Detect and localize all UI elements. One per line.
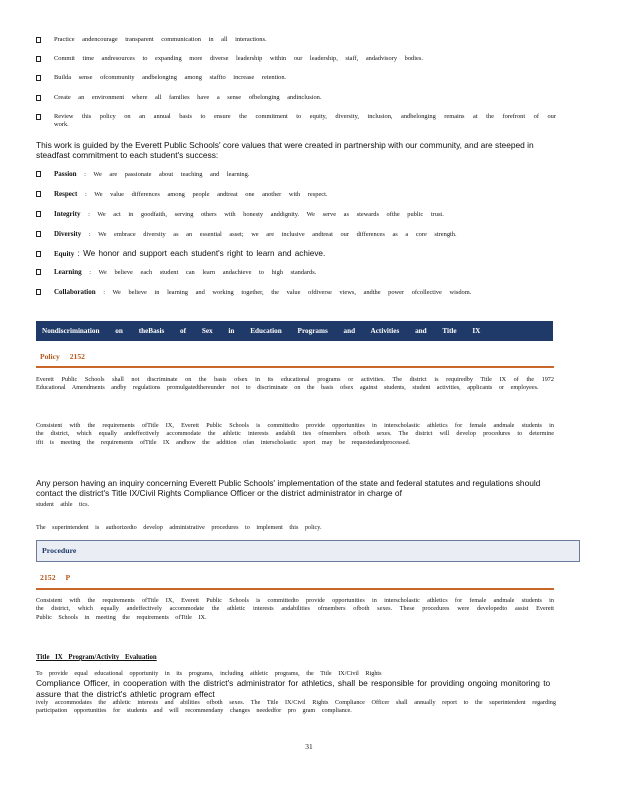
bullet-box-icon <box>36 56 41 62</box>
value-equity: Equity : We honor and support each student's right to learn and achieve. <box>36 250 556 258</box>
bullet-box-icon <box>36 37 41 43</box>
policy-label: Policy 2152 <box>40 352 85 361</box>
value-collaboration: Collaboration : We believe in learning and working together, the value ofdiverse views, andthe power ofcollective wisdom. <box>36 288 556 297</box>
bullet-box-icon <box>36 75 41 81</box>
bullet-box-icon <box>36 191 41 197</box>
list-item: Commit time andresources to expanding more diverse leadership within our leadership, staff, andadvisory bodies. <box>36 55 556 63</box>
value-integrity: Integrity : We act in goodfaith, serving others with honesty anddignity. We serve as stewards ofthe public trust. <box>36 210 556 219</box>
procedure-heading-bar: Procedure <box>36 540 580 562</box>
bullet-box-icon <box>36 251 41 257</box>
policy-paragraph-2: Consistent with the requirements ofTitle IX, Everett Public Schools is committedto provide opportunities in interscholastic athletics for female andmale students in the district, which equally andeffectively accommodate the athletic interests andabili ties ofmembers ofboth sexes. The district will develop procedures to determine ifit is meeting the requirements ofTitle IX andhow the addition ofan interscholastic sport may be requestedandprocessed. <box>36 422 554 446</box>
value-learning: Learning : We believe each student can learn andachieve to high standards. <box>36 268 556 277</box>
procedure-code: 2152 P <box>40 573 71 582</box>
section-heading-bar: Nondiscrimination on theBasis of Sex in Education Programs and Activities and Title IX <box>36 321 553 341</box>
bullet-box-icon <box>36 114 41 120</box>
bullet-box-icon <box>36 269 41 275</box>
page-number: 31 <box>305 742 313 751</box>
commitment-list <box>36 36 556 140</box>
policy-paragraph-4: The superintendent is authorizedto develop administrative procedures to implement this policy. <box>36 524 322 531</box>
procedure-paragraph-2: To provide equal educational opportunity in its programs, including athletic programs, the Title IX/Civil Rights Compliance Officer, in cooperation with the district's administrator for athletics, shall be responsible for providing ongoing monitoring to assure that the district's athletic program effect ively accommodates the athletic interests and abilities ofboth sexes. The Title IX/Civil Rights Compliance Officer shall annually report to the superintendent regarding participation opportunities for students and will recommendany changes neededfor pro gram compliance. <box>36 670 556 715</box>
core-values-intro: This work is guided by the Everett Public Schools' core values that were created in partnership with our community, and are steeped in steadfast commitment to each student's success: <box>36 140 534 161</box>
policy-paragraph-1: Everett Public Schools shall not discriminate on the basis ofsex in its educational programs or activities. The district is requiredby Title IX of the 1972 Educational Amendments andby regulations promulgatedthereunder not to discriminate on the basis ofsex against students, student activities, applicants or employees. <box>36 376 554 392</box>
value-passion: Passion : We are passionate about teaching and learning. <box>36 170 556 179</box>
title-ix-heading: Title IX Program/Activity Evaluation <box>36 654 157 661</box>
bullet-box-icon <box>36 95 41 101</box>
list-item: Review this policy on an annual basis to ensure the commitment to equity, diversity, inclusion, andbelonging remains at the forefront of our work. <box>36 113 556 129</box>
bullet-box-icon <box>36 211 41 217</box>
bullet-box-icon <box>36 231 41 237</box>
core-values-list <box>36 170 556 308</box>
value-respect: Respect : We value differences among people andtreat one another with respect. <box>36 190 556 199</box>
list-item: Practice andencourage transparent communication in all interactions. <box>36 36 556 44</box>
bullet-box-icon <box>36 289 41 295</box>
value-diversity: Diversity : We embrace diversity as an essential asset; we are inclusive andtreat our differences as a core strength. <box>36 230 556 239</box>
bullet-box-icon <box>36 171 41 177</box>
procedure-paragraph-1: Consistent with the requirements ofTitle IX, Everett Public Schools is committedto provide opportunities in interscholastic athletics for female andmale students in the district, which equally andeffectively accommodate the athletic interests andabilities ofmembers ofboth sexes. These procedures were developedto assist Everett Public Schools in meeting the requirements ofTitle IX. <box>36 597 554 621</box>
list-item: Create an environment where all families have a sense ofbelonging andinclusion. <box>36 94 556 102</box>
list-item: Builda sense ofcommunity andbelonging among staffto increase retention. <box>36 74 556 82</box>
policy-paragraph-3: Any person having an inquiry concerning Everett Public Schools' implementation of the state and federal statutes and regulations should contact the district's Title IX/Civil Rights Compliance Officer or the district administrator in charge of student athle tics. <box>36 478 541 509</box>
divider <box>36 366 554 368</box>
divider <box>36 588 554 590</box>
